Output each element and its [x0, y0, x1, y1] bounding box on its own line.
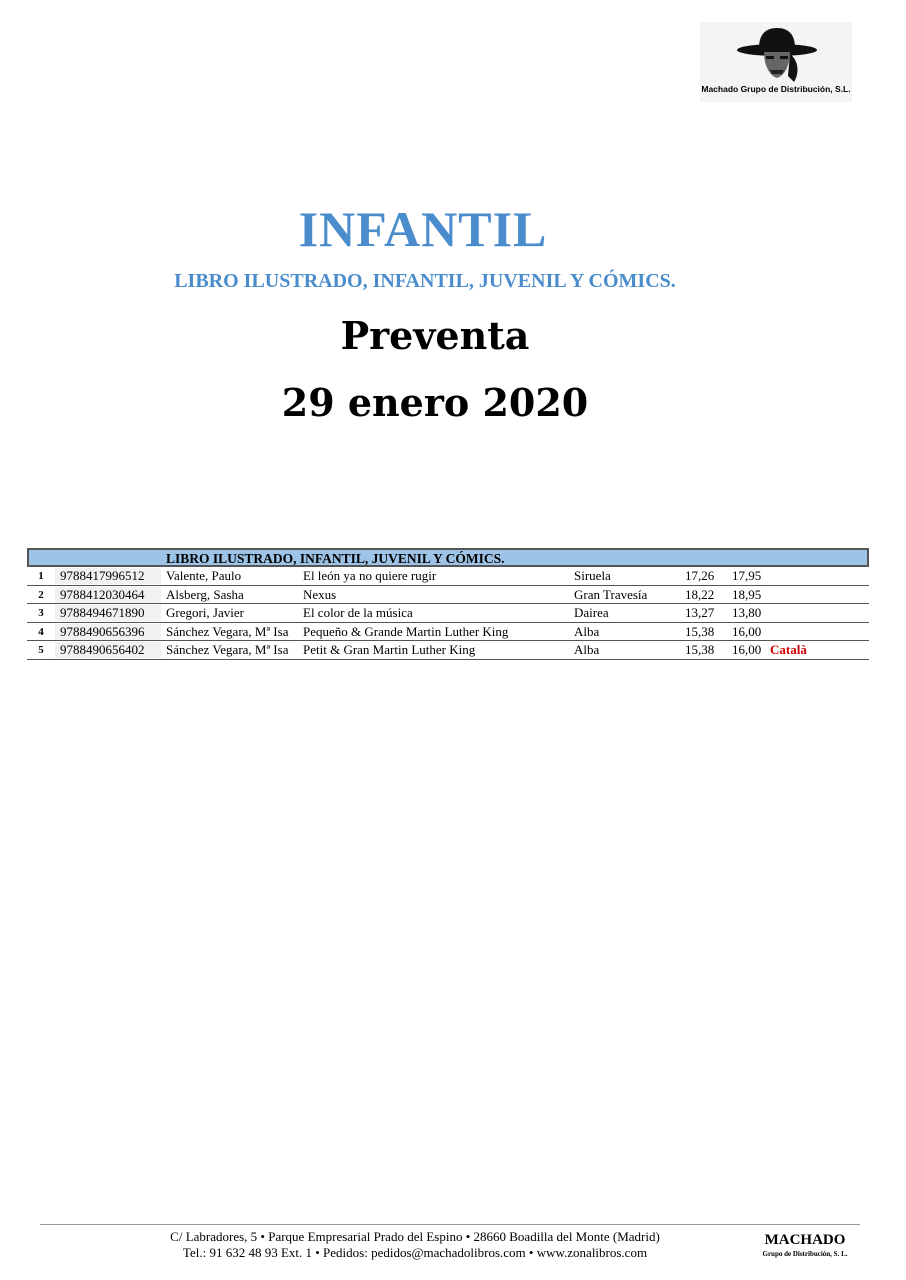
title-cell: Pequeño & Grande Martin Luther King — [303, 623, 509, 639]
isbn-cell: 9788490656402 — [55, 642, 161, 658]
price-net-cell: 15,38 — [685, 623, 715, 639]
language-note: Català — [770, 642, 807, 657]
author-cell: Sánchez Vegara, Mª Isa — [166, 642, 289, 657]
book-table — [27, 548, 869, 660]
footer-brand-subtitle: Grupo de Distribución, S. L. — [762, 1250, 848, 1258]
price-pvp-cell: 17,95 — [732, 568, 762, 583]
title-cell: El león ya no quiere rugir — [303, 568, 437, 583]
table-row — [27, 623, 869, 642]
title-cell: Nexus — [303, 586, 337, 602]
price-net-cell: 13,27 — [685, 605, 715, 620]
price-net-cell: 15,38 — [685, 642, 715, 657]
presale-heading: Preventa — [340, 313, 530, 358]
footer-brand: MACHADO — [764, 1232, 846, 1248]
footer-contact: Tel.: 91 632 48 93 Ext. 1 • Pedidos: pedidos@machadolibros.com • www.zonalibros.com — [182, 1245, 648, 1260]
isbn-cell: 9788412030464 — [55, 587, 161, 603]
price-pvp-cell: 18,95 — [732, 586, 762, 602]
publisher-cell: Alba — [574, 642, 600, 657]
isbn-cell: 9788494671890 — [55, 605, 161, 621]
footer-address: C/ Labradores, 5 • Parque Empresarial Prado del Espino • 28660 Boadilla del Monte (Madrid) — [170, 1229, 660, 1244]
row-number: 5 — [38, 644, 44, 656]
price-pvp-cell: 16,00 — [732, 642, 762, 657]
page-title: INFANTIL — [298, 201, 548, 257]
table-row — [27, 586, 869, 605]
row-number: 2 — [38, 588, 44, 601]
price-pvp-cell: 13,80 — [732, 605, 762, 620]
author-cell: Sánchez Vegara, Mª Isa — [166, 623, 289, 639]
logo-text: Machado Grupo de Distribución, S.L. — [701, 84, 851, 94]
page-subtitle: LIBRO ILUSTRADO, INFANTIL, JUVENIL Y CÓMICS. — [174, 270, 676, 292]
table-section-header — [27, 548, 869, 567]
publisher-cell: Alba — [574, 623, 600, 639]
footer-divider — [40, 1224, 860, 1225]
table-row — [27, 604, 869, 623]
table-row — [27, 567, 869, 586]
price-pvp-cell: 16,00 — [732, 623, 762, 639]
row-number: 4 — [38, 625, 44, 638]
isbn-cell: 9788417996512 — [55, 568, 161, 584]
author-cell: Valente, Paulo — [166, 568, 242, 583]
price-net-cell: 17,26 — [685, 568, 715, 583]
price-net-cell: 18,22 — [685, 586, 715, 602]
author-cell: Alsberg, Sasha — [166, 586, 244, 602]
isbn-cell: 9788490656396 — [55, 624, 161, 640]
publisher-cell: Gran Travesía — [574, 586, 648, 602]
row-number: 3 — [38, 607, 44, 619]
author-cell: Gregori, Javier — [166, 605, 244, 620]
table-row — [27, 641, 869, 660]
section-title: LIBRO ILUSTRADO, INFANTIL, JUVENIL Y CÓMICS. — [166, 551, 505, 566]
company-logo — [700, 22, 852, 102]
title-cell: El color de la música — [303, 605, 413, 620]
row-number: 1 — [38, 570, 44, 582]
publisher-cell: Dairea — [574, 605, 609, 620]
hat-man-icon — [734, 26, 820, 84]
date-heading: 29 enero 2020 — [281, 380, 589, 425]
publisher-cell: Siruela — [574, 568, 611, 583]
title-cell: Petit & Gran Martin Luther King — [303, 642, 476, 657]
